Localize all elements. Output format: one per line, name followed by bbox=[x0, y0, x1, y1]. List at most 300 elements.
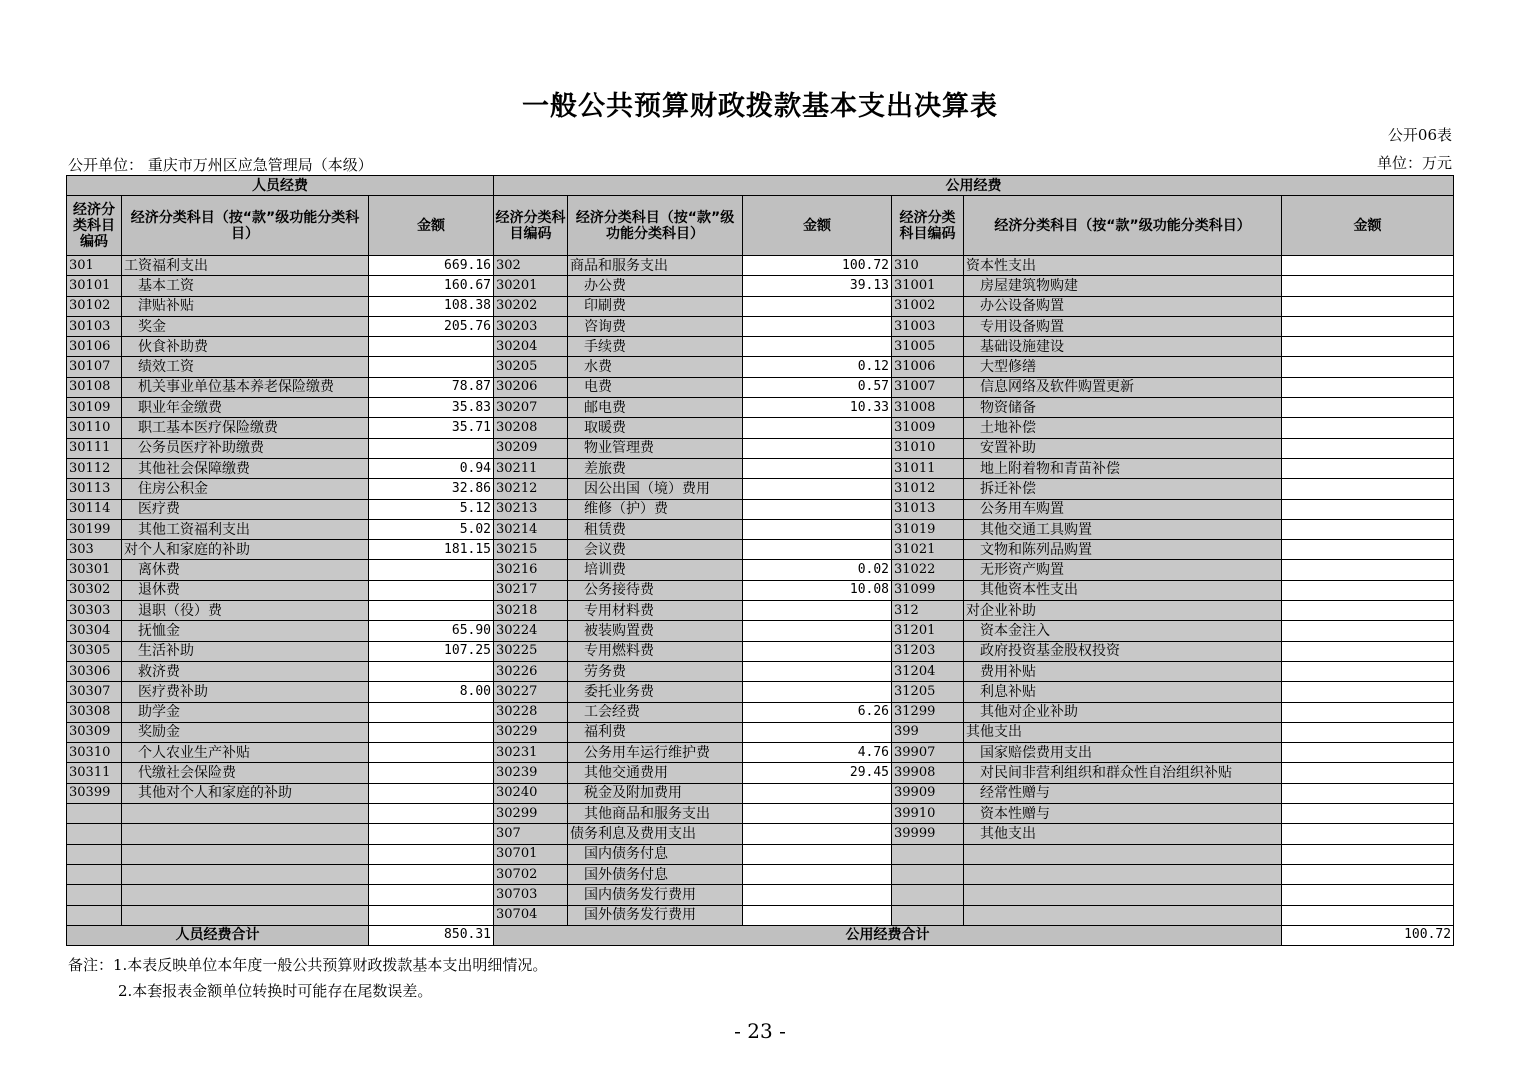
code-header: 经济分类科目编码 bbox=[67, 196, 122, 256]
amount-cell bbox=[743, 601, 892, 621]
name-cell: 基本工资 bbox=[122, 276, 369, 296]
name-cell: 绩效工资 bbox=[122, 357, 369, 377]
amount-cell: 29.45 bbox=[743, 763, 892, 783]
name-cell: 资本性支出 bbox=[964, 256, 1282, 276]
name-cell: 公务员医疗补助缴费 bbox=[122, 438, 369, 458]
name-cell: 退职（役）费 bbox=[122, 601, 369, 621]
name-cell: 会议费 bbox=[568, 540, 743, 560]
name-cell: 基础设施建设 bbox=[964, 337, 1282, 357]
personnel-total-value: 850.31 bbox=[369, 925, 494, 945]
name-cell: 公务用车运行维护费 bbox=[568, 743, 743, 763]
name-header: 经济分类科目（按“款”级功能分类科目） bbox=[964, 196, 1282, 256]
amount-cell: 205.76 bbox=[369, 316, 494, 336]
amount-cell bbox=[1282, 641, 1454, 661]
code-cell: 30218 bbox=[494, 601, 568, 621]
code-cell: 30102 bbox=[67, 296, 122, 316]
personnel-header: 人员经费 bbox=[67, 176, 494, 196]
code-cell: 30203 bbox=[494, 316, 568, 336]
code-cell: 31012 bbox=[892, 479, 964, 499]
code-cell: 39909 bbox=[892, 783, 964, 803]
code-header: 经济分类科目编码 bbox=[892, 196, 964, 256]
name-cell: 工资福利支出 bbox=[122, 256, 369, 276]
code-cell: 30226 bbox=[494, 661, 568, 681]
code-cell: 30114 bbox=[67, 499, 122, 519]
table-row bbox=[67, 316, 1454, 336]
table-row bbox=[67, 560, 1454, 580]
amount-cell: 0.02 bbox=[743, 560, 892, 580]
amount-cell bbox=[743, 844, 892, 864]
code-cell: 31010 bbox=[892, 438, 964, 458]
name-cell: 公务用车购置 bbox=[964, 499, 1282, 519]
amount-cell bbox=[1282, 438, 1454, 458]
amount-cell bbox=[1282, 824, 1454, 844]
code-cell: 31205 bbox=[892, 682, 964, 702]
code-cell bbox=[892, 864, 964, 884]
amount-cell bbox=[743, 682, 892, 702]
amount-cell: 669.16 bbox=[369, 256, 494, 276]
name-cell: 税金及附加费用 bbox=[568, 783, 743, 803]
amount-cell bbox=[369, 580, 494, 600]
personnel-total-label: 人员经费合计 bbox=[67, 925, 369, 945]
code-cell: 30214 bbox=[494, 519, 568, 539]
table-row bbox=[67, 398, 1454, 418]
code-cell: 31201 bbox=[892, 621, 964, 641]
name-cell: 租赁费 bbox=[568, 519, 743, 539]
table-code: 公开06表 bbox=[1387, 126, 1452, 144]
code-cell: 39908 bbox=[892, 763, 964, 783]
code-cell: 30112 bbox=[67, 458, 122, 478]
amount-cell: 10.08 bbox=[743, 580, 892, 600]
name-cell: 奖励金 bbox=[122, 722, 369, 742]
amount-cell bbox=[743, 783, 892, 803]
name-cell: 医疗费补助 bbox=[122, 682, 369, 702]
name-cell: 其他交通工具购置 bbox=[964, 519, 1282, 539]
amount-cell bbox=[1282, 722, 1454, 742]
table-row bbox=[67, 499, 1454, 519]
amount-cell bbox=[1282, 540, 1454, 560]
code-cell: 30206 bbox=[494, 377, 568, 397]
code-cell: 30217 bbox=[494, 580, 568, 600]
name-cell: 其他商品和服务支出 bbox=[568, 804, 743, 824]
amount-cell: 65.90 bbox=[369, 621, 494, 641]
table-row bbox=[67, 296, 1454, 316]
name-cell: 医疗费 bbox=[122, 499, 369, 519]
amount-header: 金额 bbox=[743, 196, 892, 256]
amount-cell bbox=[1282, 763, 1454, 783]
name-header: 经济分类科目（按“款”级功能分类科目） bbox=[122, 196, 369, 256]
amount-cell bbox=[743, 296, 892, 316]
amount-cell: 10.33 bbox=[743, 398, 892, 418]
amount-cell bbox=[369, 560, 494, 580]
name-cell: 邮电费 bbox=[568, 398, 743, 418]
name-cell: 取暖费 bbox=[568, 418, 743, 438]
name-cell: 劳务费 bbox=[568, 661, 743, 681]
amount-cell bbox=[1282, 316, 1454, 336]
amount-cell bbox=[743, 458, 892, 478]
code-cell: 31006 bbox=[892, 357, 964, 377]
code-header: 经济分类科目编码 bbox=[494, 196, 568, 256]
amount-cell bbox=[1282, 864, 1454, 884]
amount-cell bbox=[743, 885, 892, 905]
code-cell: 31009 bbox=[892, 418, 964, 438]
amount-cell bbox=[1282, 458, 1454, 478]
name-cell: 无形资产购置 bbox=[964, 560, 1282, 580]
code-cell bbox=[67, 824, 122, 844]
name-cell bbox=[964, 864, 1282, 884]
name-cell: 退休费 bbox=[122, 580, 369, 600]
name-cell bbox=[122, 885, 369, 905]
code-cell bbox=[892, 885, 964, 905]
code-cell: 30231 bbox=[494, 743, 568, 763]
amount-header: 金额 bbox=[1282, 196, 1454, 256]
amount-cell: 39.13 bbox=[743, 276, 892, 296]
code-cell: 30199 bbox=[67, 519, 122, 539]
public-header: 公用经费 bbox=[494, 176, 1454, 196]
amount-cell bbox=[369, 661, 494, 681]
code-cell: 30211 bbox=[494, 458, 568, 478]
amount-cell bbox=[1282, 560, 1454, 580]
note-line: 备注：1.本表反映单位本年度一般公共预算财政拨款基本支出明细情况。 bbox=[68, 956, 548, 974]
name-cell: 维修（护）费 bbox=[568, 499, 743, 519]
amount-cell bbox=[369, 804, 494, 824]
name-cell: 职工基本医疗保险缴费 bbox=[122, 418, 369, 438]
code-cell: 30228 bbox=[494, 702, 568, 722]
code-cell: 30702 bbox=[494, 864, 568, 884]
name-cell: 房屋建筑物购建 bbox=[964, 276, 1282, 296]
name-cell: 工会经费 bbox=[568, 702, 743, 722]
name-cell: 国外债务发行费用 bbox=[568, 905, 743, 925]
name-cell: 奖金 bbox=[122, 316, 369, 336]
amount-cell: 100.72 bbox=[743, 256, 892, 276]
amount-cell bbox=[369, 438, 494, 458]
table-row bbox=[67, 256, 1454, 276]
code-cell: 30106 bbox=[67, 337, 122, 357]
amount-cell bbox=[1282, 377, 1454, 397]
amount-cell bbox=[1282, 256, 1454, 276]
amount-cell: 78.87 bbox=[369, 377, 494, 397]
code-cell: 30216 bbox=[494, 560, 568, 580]
name-cell: 政府投资基金股权投资 bbox=[964, 641, 1282, 661]
name-cell: 因公出国（境）费用 bbox=[568, 479, 743, 499]
name-cell: 职业年金缴费 bbox=[122, 398, 369, 418]
amount-cell: 107.25 bbox=[369, 641, 494, 661]
code-cell: 31007 bbox=[892, 377, 964, 397]
amount-cell bbox=[1282, 702, 1454, 722]
code-cell: 30207 bbox=[494, 398, 568, 418]
code-cell: 30224 bbox=[494, 621, 568, 641]
name-cell: 其他资本性支出 bbox=[964, 580, 1282, 600]
code-cell bbox=[892, 844, 964, 864]
table-row bbox=[67, 743, 1454, 763]
code-cell: 30212 bbox=[494, 479, 568, 499]
amount-cell: 35.71 bbox=[369, 418, 494, 438]
table-row bbox=[67, 844, 1454, 864]
code-cell: 31011 bbox=[892, 458, 964, 478]
amount-cell bbox=[743, 499, 892, 519]
code-cell: 30310 bbox=[67, 743, 122, 763]
amount-cell bbox=[369, 905, 494, 925]
amount-cell bbox=[369, 743, 494, 763]
code-cell: 39910 bbox=[892, 804, 964, 824]
table-row bbox=[67, 763, 1454, 783]
name-cell: 费用补贴 bbox=[964, 661, 1282, 681]
code-cell: 30399 bbox=[67, 783, 122, 803]
table-row bbox=[67, 824, 1454, 844]
amount-cell bbox=[743, 519, 892, 539]
name-cell: 大型修缮 bbox=[964, 357, 1282, 377]
name-cell: 差旅费 bbox=[568, 458, 743, 478]
code-cell: 31099 bbox=[892, 580, 964, 600]
code-cell: 30209 bbox=[494, 438, 568, 458]
name-cell: 安置补助 bbox=[964, 438, 1282, 458]
amount-cell bbox=[369, 824, 494, 844]
amount-cell bbox=[1282, 682, 1454, 702]
name-cell: 信息网络及软件购置更新 bbox=[964, 377, 1282, 397]
amount-cell bbox=[1282, 905, 1454, 925]
amount-cell: 32.86 bbox=[369, 479, 494, 499]
code-cell: 30309 bbox=[67, 722, 122, 742]
table-row bbox=[67, 804, 1454, 824]
code-cell: 30204 bbox=[494, 337, 568, 357]
name-cell: 国家赔偿费用支出 bbox=[964, 743, 1282, 763]
amount-cell bbox=[369, 722, 494, 742]
page-title: 一般公共预算财政拨款基本支出决算表 bbox=[522, 91, 998, 122]
name-cell: 对民间非营利组织和群众性自治组织补贴 bbox=[964, 763, 1282, 783]
name-cell: 土地补偿 bbox=[964, 418, 1282, 438]
code-cell: 310 bbox=[892, 256, 964, 276]
code-cell: 31013 bbox=[892, 499, 964, 519]
code-cell: 30308 bbox=[67, 702, 122, 722]
code-cell: 30202 bbox=[494, 296, 568, 316]
amount-cell bbox=[369, 601, 494, 621]
code-cell: 302 bbox=[494, 256, 568, 276]
amount-cell bbox=[1282, 783, 1454, 803]
name-cell bbox=[964, 844, 1282, 864]
amount-cell: 0.57 bbox=[743, 377, 892, 397]
amount-cell bbox=[369, 885, 494, 905]
table-row bbox=[67, 682, 1454, 702]
name-cell: 救济费 bbox=[122, 661, 369, 681]
amount-cell bbox=[743, 905, 892, 925]
amount-cell bbox=[1282, 296, 1454, 316]
code-cell: 30299 bbox=[494, 804, 568, 824]
table-row bbox=[67, 885, 1454, 905]
code-cell: 30307 bbox=[67, 682, 122, 702]
table-row bbox=[67, 438, 1454, 458]
name-cell: 离休费 bbox=[122, 560, 369, 580]
amount-cell: 5.12 bbox=[369, 499, 494, 519]
table-row bbox=[67, 601, 1454, 621]
amount-cell bbox=[1282, 601, 1454, 621]
name-cell: 助学金 bbox=[122, 702, 369, 722]
amount-cell bbox=[743, 641, 892, 661]
amount-cell bbox=[1282, 844, 1454, 864]
table-row bbox=[67, 337, 1454, 357]
name-cell: 商品和服务支出 bbox=[568, 256, 743, 276]
amount-cell bbox=[743, 438, 892, 458]
amount-cell: 108.38 bbox=[369, 296, 494, 316]
code-cell: 30107 bbox=[67, 357, 122, 377]
amount-cell bbox=[1282, 357, 1454, 377]
amount-cell bbox=[1282, 398, 1454, 418]
name-cell: 地上附着物和青苗补偿 bbox=[964, 458, 1282, 478]
name-cell: 文物和陈列品购置 bbox=[964, 540, 1282, 560]
name-cell: 被装购置费 bbox=[568, 621, 743, 641]
name-cell: 福利费 bbox=[568, 722, 743, 742]
name-cell: 物业管理费 bbox=[568, 438, 743, 458]
amount-cell bbox=[369, 783, 494, 803]
name-cell bbox=[964, 885, 1282, 905]
code-cell: 30208 bbox=[494, 418, 568, 438]
table-row bbox=[67, 905, 1454, 925]
name-cell bbox=[122, 905, 369, 925]
amount-cell: 181.15 bbox=[369, 540, 494, 560]
name-cell: 其他社会保障缴费 bbox=[122, 458, 369, 478]
code-cell: 30311 bbox=[67, 763, 122, 783]
name-cell bbox=[122, 844, 369, 864]
name-cell bbox=[122, 804, 369, 824]
code-cell: 303 bbox=[67, 540, 122, 560]
name-cell: 办公费 bbox=[568, 276, 743, 296]
code-cell: 30103 bbox=[67, 316, 122, 336]
table-row bbox=[67, 722, 1454, 742]
page-number: - 23 - bbox=[734, 1019, 786, 1043]
code-cell: 30111 bbox=[67, 438, 122, 458]
code-cell: 30227 bbox=[494, 682, 568, 702]
code-cell: 30303 bbox=[67, 601, 122, 621]
name-cell: 其他交通费用 bbox=[568, 763, 743, 783]
code-cell: 30215 bbox=[494, 540, 568, 560]
code-cell: 31008 bbox=[892, 398, 964, 418]
amount-cell bbox=[1282, 479, 1454, 499]
code-cell: 31204 bbox=[892, 661, 964, 681]
name-cell: 其他支出 bbox=[964, 722, 1282, 742]
amount-cell bbox=[1282, 743, 1454, 763]
code-cell: 39999 bbox=[892, 824, 964, 844]
code-cell: 30306 bbox=[67, 661, 122, 681]
table-row bbox=[67, 418, 1454, 438]
name-cell: 债务利息及费用支出 bbox=[568, 824, 743, 844]
table-row bbox=[67, 357, 1454, 377]
name-cell: 资本性赠与 bbox=[964, 804, 1282, 824]
name-cell: 抚恤金 bbox=[122, 621, 369, 641]
amount-cell bbox=[369, 357, 494, 377]
amount-cell bbox=[1282, 661, 1454, 681]
name-cell: 经常性赠与 bbox=[964, 783, 1282, 803]
name-cell: 对企业补助 bbox=[964, 601, 1282, 621]
amount-cell bbox=[369, 337, 494, 357]
name-cell: 伙食补助费 bbox=[122, 337, 369, 357]
name-cell: 津贴补贴 bbox=[122, 296, 369, 316]
amount-cell bbox=[743, 661, 892, 681]
code-cell: 399 bbox=[892, 722, 964, 742]
table-row bbox=[67, 580, 1454, 600]
amount-cell bbox=[743, 722, 892, 742]
name-cell: 电费 bbox=[568, 377, 743, 397]
code-cell: 30113 bbox=[67, 479, 122, 499]
code-cell: 39907 bbox=[892, 743, 964, 763]
name-cell: 其他支出 bbox=[964, 824, 1282, 844]
table-row bbox=[67, 864, 1454, 884]
code-cell: 30109 bbox=[67, 398, 122, 418]
code-cell: 30225 bbox=[494, 641, 568, 661]
name-cell: 物资储备 bbox=[964, 398, 1282, 418]
name-cell bbox=[122, 864, 369, 884]
amount-cell: 8.00 bbox=[369, 682, 494, 702]
name-cell bbox=[964, 905, 1282, 925]
name-cell: 国内债务付息 bbox=[568, 844, 743, 864]
name-cell: 拆迁补偿 bbox=[964, 479, 1282, 499]
code-cell: 31299 bbox=[892, 702, 964, 722]
name-cell: 办公设备购置 bbox=[964, 296, 1282, 316]
amount-cell: 0.94 bbox=[369, 458, 494, 478]
amount-cell bbox=[1282, 804, 1454, 824]
amount-cell bbox=[1282, 519, 1454, 539]
amount-cell bbox=[743, 479, 892, 499]
name-cell: 住房公积金 bbox=[122, 479, 369, 499]
code-cell: 30201 bbox=[494, 276, 568, 296]
code-cell: 30703 bbox=[494, 885, 568, 905]
amount-cell: 4.76 bbox=[743, 743, 892, 763]
code-cell: 30701 bbox=[494, 844, 568, 864]
code-cell: 31022 bbox=[892, 560, 964, 580]
name-cell: 手续费 bbox=[568, 337, 743, 357]
code-cell: 30205 bbox=[494, 357, 568, 377]
code-cell: 31203 bbox=[892, 641, 964, 661]
amount-cell: 160.67 bbox=[369, 276, 494, 296]
amount-cell bbox=[743, 316, 892, 336]
code-cell: 30108 bbox=[67, 377, 122, 397]
name-cell: 培训费 bbox=[568, 560, 743, 580]
name-cell: 代缴社会保险费 bbox=[122, 763, 369, 783]
amount-cell bbox=[1282, 276, 1454, 296]
code-cell: 30110 bbox=[67, 418, 122, 438]
table-row bbox=[67, 540, 1454, 560]
code-cell: 307 bbox=[494, 824, 568, 844]
amount-cell: 0.12 bbox=[743, 357, 892, 377]
name-cell: 机关事业单位基本养老保险缴费 bbox=[122, 377, 369, 397]
name-cell: 专用材料费 bbox=[568, 601, 743, 621]
code-cell: 30304 bbox=[67, 621, 122, 641]
note-line: 2.本套报表金额单位转换时可能存在尾数误差。 bbox=[118, 982, 433, 1000]
money-unit: 单位：万元 bbox=[1376, 154, 1452, 172]
table-row bbox=[67, 479, 1454, 499]
code-cell: 30213 bbox=[494, 499, 568, 519]
amount-cell bbox=[743, 804, 892, 824]
amount-cell: 5.02 bbox=[369, 519, 494, 539]
amount-cell bbox=[743, 621, 892, 641]
code-cell: 31021 bbox=[892, 540, 964, 560]
reporting-unit: 公开单位： 重庆市万州区应急管理局（本级） bbox=[68, 156, 373, 174]
name-cell: 其他工资福利支出 bbox=[122, 519, 369, 539]
table-row bbox=[67, 783, 1454, 803]
code-cell: 30101 bbox=[67, 276, 122, 296]
table-row bbox=[67, 641, 1454, 661]
code-cell: 30704 bbox=[494, 905, 568, 925]
amount-cell bbox=[743, 864, 892, 884]
code-cell: 30302 bbox=[67, 580, 122, 600]
name-cell: 生活补助 bbox=[122, 641, 369, 661]
public-total-label: 公用经费合计 bbox=[494, 925, 1282, 945]
name-cell: 对个人和家庭的补助 bbox=[122, 540, 369, 560]
amount-cell bbox=[1282, 621, 1454, 641]
amount-cell: 35.83 bbox=[369, 398, 494, 418]
name-cell: 咨询费 bbox=[568, 316, 743, 336]
name-cell: 印刷费 bbox=[568, 296, 743, 316]
code-cell: 301 bbox=[67, 256, 122, 276]
name-cell: 国内债务发行费用 bbox=[568, 885, 743, 905]
name-cell: 其他对个人和家庭的补助 bbox=[122, 783, 369, 803]
